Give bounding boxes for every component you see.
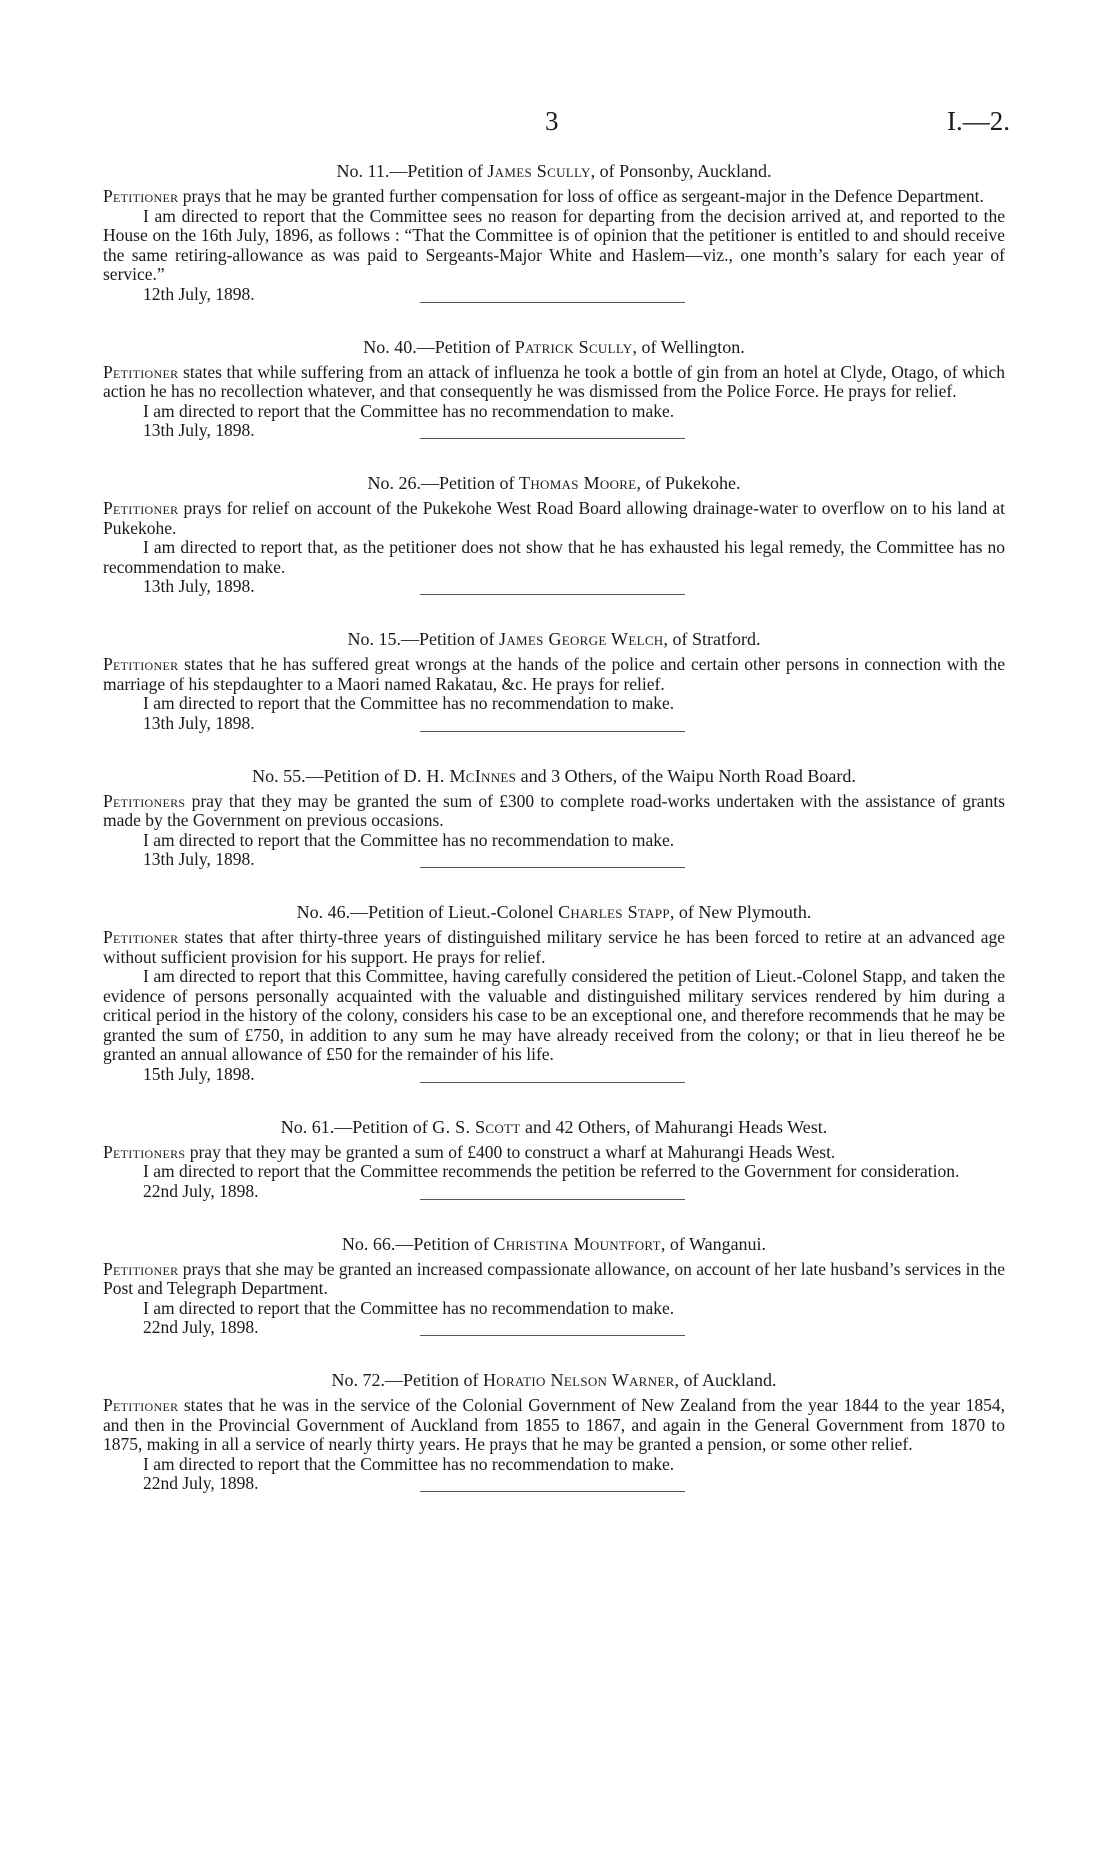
- petition-lead-word: Petitioner: [103, 361, 179, 382]
- petition-heading-place: , of Wanganui.: [660, 1233, 767, 1254]
- petitioner-name: Horatio Nelson Warner: [482, 1370, 675, 1390]
- petition-lead-word: Petitioner: [103, 1395, 179, 1415]
- petition-block: [103, 765, 1005, 902]
- section-divider: [420, 1199, 685, 1200]
- petition-statement-text: prays for relief on account of the Pukekohe West Road Board allowing drainage-water to overflow on to his land at Pukekohe.: [103, 498, 1005, 538]
- petition-heading-number: No. 26.—Petition of: [367, 473, 520, 493]
- petition-heading-number: No. 15.—Petition of: [347, 629, 500, 649]
- petitioner-name: G. S. Scott: [432, 1116, 521, 1137]
- petition-statement-text: pray that they may be granted the sum of £300 to complete road-works undertaken with the assistance of grants made by the Government on previous occasions.: [103, 790, 1005, 830]
- petition-heading-place: and 42 Others, of Mahurangi Heads West.: [520, 1116, 828, 1137]
- petition-statement: [103, 1143, 1005, 1163]
- petition-lead-word: Petitioner: [103, 654, 179, 674]
- petition-lead-word: Petitioner: [103, 927, 179, 947]
- section-divider: [420, 1491, 685, 1492]
- spacer: [103, 736, 1005, 765]
- petition-statement-text: states that after thirty-three years of distinguished military service he has been forced to retire at an advanced age without sufficient provision for his support. He prays for relief.: [103, 927, 1005, 967]
- spacer: [103, 1204, 1005, 1233]
- petitioner-name: James George Welch: [499, 629, 664, 649]
- petition-heading: [103, 160, 1005, 182]
- petition-statement-text: states that while suffering from an attack of influenza he took a bottle of gin from an hotel at Clyde, Otago, of which action he has no recollection whatever, and that consequently he was dismissed from the Police Force. He prays for relief.: [103, 361, 1005, 401]
- spacer: [103, 599, 1005, 628]
- spacer: [103, 1087, 1005, 1116]
- committee-report: I am directed to report that the Committee has no recommendation to make.: [143, 829, 675, 850]
- committee-report: I am directed to report that the Committee recommends the petition be referred to the Government for consideration.: [143, 1161, 960, 1181]
- petition-footer: [103, 577, 1005, 599]
- petition-heading-place: , of Stratford.: [663, 629, 761, 649]
- petition-heading-number: No. 46.—Petition of Lieut.-Colonel: [296, 902, 559, 922]
- report-date: 13th July, 1898.: [143, 420, 255, 440]
- petition-statement-text: states that he has suffered great wrongs at the hands of the police and certain other persons in connection with the marriage of his stepdaughter to a Maori named Rakatau, &c. He prays for relief.: [103, 654, 1005, 694]
- petition-statement: [103, 1260, 1005, 1299]
- petition-block: [103, 901, 1005, 1116]
- petition-footer: [103, 285, 1005, 307]
- petitions-list: [103, 160, 1005, 1525]
- petitioner-name: Charles Stapp: [558, 902, 670, 922]
- section-divider: [420, 1335, 685, 1336]
- petition-heading-number: No. 61.—Petition of: [280, 1116, 433, 1137]
- petition-block: [103, 1116, 1005, 1233]
- petition-footer: [103, 1182, 1005, 1204]
- section-divider: [420, 438, 685, 439]
- petitioner-name: Patrick Scully: [514, 336, 633, 357]
- petition-block: [103, 1369, 1005, 1525]
- page-number: 3: [545, 106, 559, 136]
- petition-footer: [103, 1318, 1005, 1340]
- petition-heading-place: , of Pukekohe.: [636, 473, 741, 493]
- petition-footer: [103, 1474, 1005, 1496]
- petition-block: [103, 1233, 1005, 1370]
- petition-statement-text: states that he was in the service of the Colonial Government of New Zealand from the year 1844 to the year 1854, and then in the Provincial Government of Auckland from 1855 to 1867, and again in the General Government from 1870 to 1875, making in all a service of nearly thirty years. He prays that he may be granted a pension, or some other relief.: [103, 1395, 1005, 1454]
- petition-footer: [103, 714, 1005, 736]
- committee-report: I am directed to report that the Committee has no recommendation to make.: [143, 1453, 675, 1474]
- petition-heading-place: , of New Plymouth.: [669, 902, 812, 922]
- petition-footer: [103, 1065, 1005, 1087]
- petition-heading-number: No. 40.—Petition of: [363, 336, 515, 357]
- petition-lead-word: Petitioner: [103, 186, 179, 206]
- spacer: [103, 1340, 1005, 1369]
- report-date: 12th July, 1898.: [143, 283, 255, 304]
- report-date: 13th July, 1898.: [143, 712, 255, 733]
- petition-heading: [103, 1369, 1005, 1391]
- committee-report: I am directed to report that this Committee, having carefully considered the petition of Lieut.-Colonel Stapp, and taken the evidence of persons personally acquainted with the valuable and distinguished military services rendered by him during a critical period in the history of the colony, considers his case to be an exceptional one, and therefore recommends that he may be granted the sum of £750, in addition to any sum he may have already received from the colony; or that in lieu thereof he be granted an annual allowance of £50 for the remainder of his life.: [103, 966, 1005, 1064]
- petitioner-name: Thomas Moore: [519, 473, 637, 493]
- petition-lead-word: Petitioner: [103, 1258, 179, 1279]
- petition-statement-text: prays that she may be granted an increased compassionate allowance, on account of her late husband’s services in the Post and Telegraph Department.: [103, 1258, 1005, 1298]
- petition-statement: [103, 363, 1005, 402]
- report-date: 22nd July, 1898.: [143, 1180, 259, 1201]
- petition-lead-word: Petitioner: [103, 498, 179, 518]
- section-divider: [420, 1082, 685, 1083]
- petition-heading: [103, 472, 1005, 494]
- report-date: 13th July, 1898.: [143, 576, 255, 596]
- petition-statement: [103, 792, 1005, 831]
- report-date: 22nd July, 1898.: [143, 1317, 259, 1337]
- petition-heading: [103, 765, 1005, 787]
- spacer: [103, 443, 1005, 472]
- spacer: [103, 1496, 1005, 1525]
- document-code: I.—2.: [947, 106, 1010, 136]
- spacer: [103, 307, 1005, 336]
- petition-heading: [103, 1116, 1005, 1138]
- petition-heading-number: No. 11.—Petition of: [336, 161, 488, 181]
- petition-heading: [103, 1233, 1005, 1255]
- petition-lead-word: Petitioners: [103, 790, 186, 811]
- petition-lead-word: Petitioners: [103, 1141, 186, 1162]
- committee-report: I am directed to report that the Committee has no recommendation to make.: [143, 693, 675, 713]
- committee-report: I am directed to report that the Committee sees no reason for departing from the decision arrived at, and reported to the House on the 16th July, 1896, as follows : “That the Committee is of opinion that the petitioner is entitled to and should receive the same retiring-allowance as was paid to Sergeants-Major White and Haslem—viz., one month’s salary for each year of service.”: [103, 205, 1005, 284]
- petition-statement: [103, 928, 1005, 967]
- petition-block: [103, 472, 1005, 628]
- section-divider: [420, 594, 685, 595]
- petition-heading: [103, 901, 1005, 923]
- petition-statement-text: prays that he may be granted further compensation for loss of office as sergeant-major in the Defence Department.: [178, 186, 984, 206]
- section-divider: [420, 867, 685, 868]
- petition-block: [103, 628, 1005, 765]
- petition-statement-text: pray that they may be granted a sum of £400 to construct a wharf at Mahurangi Heads West.: [185, 1141, 836, 1162]
- petition-heading-number: No. 55.—Petition of: [252, 765, 404, 786]
- petition-statement: [103, 187, 1005, 207]
- section-divider: [420, 731, 685, 732]
- petition-footer: [103, 850, 1005, 872]
- petition-heading: [103, 628, 1005, 650]
- petition-statement: [103, 655, 1005, 694]
- section-divider: [420, 302, 685, 303]
- petition-heading-place: , of Auckland.: [674, 1370, 777, 1390]
- petition-heading-place: , of Ponsonby, Auckland.: [590, 161, 772, 181]
- committee-report: I am directed to report that the Committee has no recommendation to make.: [143, 400, 675, 421]
- report-date: 13th July, 1898.: [143, 849, 255, 869]
- petition-heading-place: , of Wellington.: [632, 336, 745, 357]
- petition-statement: [103, 499, 1005, 538]
- petition-heading-number: No. 72.—Petition of: [331, 1370, 483, 1390]
- petition-footer: [103, 421, 1005, 443]
- report-date: 22nd July, 1898.: [143, 1473, 259, 1493]
- petition-statement: [103, 1396, 1005, 1455]
- petitioner-name: James Scully: [487, 161, 591, 181]
- petition-heading: [103, 336, 1005, 358]
- petition-block: [103, 160, 1005, 336]
- petition-block: [103, 336, 1005, 473]
- spacer: [103, 872, 1005, 901]
- petitioner-name: D. H. McInnes: [403, 765, 517, 786]
- report-date: 15th July, 1898.: [143, 1063, 255, 1084]
- committee-report: I am directed to report that the Committee has no recommendation to make.: [143, 1297, 675, 1318]
- petition-heading-number: No. 66.—Petition of: [341, 1233, 494, 1254]
- petitioner-name: Christina Mountfort: [493, 1233, 661, 1254]
- petition-heading-place: and 3 Others, of the Waipu North Road Board.: [516, 765, 856, 786]
- committee-report: I am directed to report that, as the petitioner does not show that he has exhausted his legal remedy, the Committee has no recommendation to make.: [103, 537, 1005, 577]
